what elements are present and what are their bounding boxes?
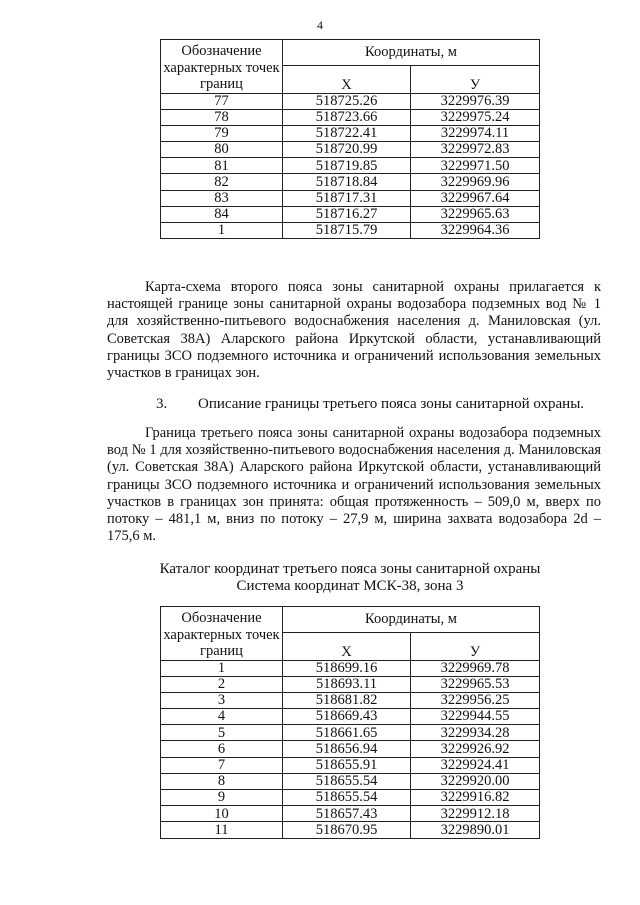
table-row <box>161 790 540 806</box>
y-coordinate-cell: 3229890.01 <box>411 822 540 838</box>
x-coordinate-cell: 518722.41 <box>283 125 411 141</box>
y-coordinate-cell: 3229975.24 <box>411 109 540 125</box>
catalog-subtitle: Система координат МСК-38, зона 3 <box>236 578 464 594</box>
point-cell: 8 <box>161 773 283 789</box>
point-cell: 83 <box>161 190 283 206</box>
x-coordinate-cell: 518720.99 <box>283 142 411 158</box>
x-header: X <box>283 65 411 93</box>
coordinates-table-1 <box>160 39 540 239</box>
y-coordinate-cell: 3229967.64 <box>411 190 540 206</box>
point-header: Обозначение характерных точек границ <box>161 607 283 661</box>
y-coordinate-cell: 3229912.18 <box>411 806 540 822</box>
x-coordinate-cell: 518681.82 <box>283 692 411 708</box>
y-coordinate-cell: 3229972.83 <box>411 142 540 158</box>
x-coordinate-cell: 518717.31 <box>283 190 411 206</box>
y-coordinate-cell: 3229974.11 <box>411 125 540 141</box>
coordinates-header: Координаты, м <box>283 607 540 633</box>
point-cell: 9 <box>161 790 283 806</box>
y-coordinate-cell: 3229920.00 <box>411 773 540 789</box>
paragraph-third-zone: Граница третьего пояса зоны санитарной охраны водозабора подземных вод № 1 для хозяйственно-питьевого водоснабжения населения д. Маниловская (ул. Советская 38А) Аларского района Иркутской области, устанавливающий границы ЗСО подземного источника и ограничений использования земельных участков в границах зон принята: общая протяженность – 509,0 м, вверх по потоку – 481,1 м, вниз по потоку – 27,9 м, ширина захвата водозабора 2d – 175,6 м. <box>107 425 601 545</box>
y-coordinate-cell: 3229926.92 <box>411 741 540 757</box>
table-row <box>161 806 540 822</box>
y-coordinate-cell: 3229944.55 <box>411 709 540 725</box>
table-row <box>161 109 540 125</box>
y-header: У <box>411 65 540 93</box>
point-cell: 80 <box>161 142 283 158</box>
x-coordinate-cell: 518693.11 <box>283 676 411 692</box>
point-cell: 11 <box>161 822 283 838</box>
x-header: X <box>283 632 411 660</box>
catalog-title: Каталог координат третьего пояса зоны санитарной охраны <box>159 561 541 577</box>
point-cell: 82 <box>161 174 283 190</box>
paragraph-map-scheme: Карта-схема второго пояса зоны санитарной охраны прилагается к настоящей границе зоны санитарной охраны водозабора подземных вод № 1 для хозяйственно-питьевого водоснабжения населения д. Маниловская (ул. Советская 38А) Аларского района Иркутской области, устанавливающий границы ЗСО подземного источника и ограничений использования земельных участков в границах зон. <box>107 279 601 382</box>
point-cell: 79 <box>161 125 283 141</box>
page-number: 4 <box>317 18 323 32</box>
table-row <box>161 206 540 222</box>
point-cell: 1 <box>161 660 283 676</box>
x-coordinate-cell: 518718.84 <box>283 174 411 190</box>
point-cell: 6 <box>161 741 283 757</box>
x-coordinate-cell: 518655.54 <box>283 773 411 789</box>
point-cell: 5 <box>161 725 283 741</box>
table-row <box>161 757 540 773</box>
x-coordinate-cell: 518657.43 <box>283 806 411 822</box>
table-row <box>161 741 540 757</box>
y-coordinate-cell: 3229969.96 <box>411 174 540 190</box>
coordinates-header: Координаты, м <box>283 40 540 66</box>
point-cell: 77 <box>161 93 283 109</box>
point-header: Обозначение характерных точек границ <box>161 40 283 94</box>
y-coordinate-cell: 3229965.63 <box>411 206 540 222</box>
table-row <box>161 142 540 158</box>
point-cell: 84 <box>161 206 283 222</box>
y-coordinate-cell: 3229916.82 <box>411 790 540 806</box>
x-coordinate-cell: 518656.94 <box>283 741 411 757</box>
table-row <box>161 709 540 725</box>
point-cell: 2 <box>161 676 283 692</box>
x-coordinate-cell: 518699.16 <box>283 660 411 676</box>
x-coordinate-cell: 518725.26 <box>283 93 411 109</box>
table-row <box>161 158 540 174</box>
table-row <box>161 174 540 190</box>
point-cell: 1 <box>161 223 283 239</box>
table-row <box>161 190 540 206</box>
coordinates-table-2 <box>160 606 540 839</box>
table-row <box>161 223 540 239</box>
table-1-body <box>161 93 540 239</box>
x-coordinate-cell: 518723.66 <box>283 109 411 125</box>
y-coordinate-cell: 3229934.28 <box>411 725 540 741</box>
point-cell: 7 <box>161 757 283 773</box>
table-row <box>161 773 540 789</box>
y-header: У <box>411 632 540 660</box>
section-number: 3. <box>156 396 168 412</box>
y-coordinate-cell: 3229956.25 <box>411 692 540 708</box>
y-coordinate-cell: 3229969.78 <box>411 660 540 676</box>
x-coordinate-cell: 518670.95 <box>283 822 411 838</box>
x-coordinate-cell: 518655.91 <box>283 757 411 773</box>
table-2-body <box>161 660 540 838</box>
table-row <box>161 725 540 741</box>
x-coordinate-cell: 518719.85 <box>283 158 411 174</box>
y-coordinate-cell: 3229964.36 <box>411 223 540 239</box>
table-row <box>161 692 540 708</box>
point-cell: 81 <box>161 158 283 174</box>
y-coordinate-cell: 3229971.50 <box>411 158 540 174</box>
y-coordinate-cell: 3229965.53 <box>411 676 540 692</box>
x-coordinate-cell: 518655.54 <box>283 790 411 806</box>
table-row <box>161 125 540 141</box>
table-row <box>161 822 540 838</box>
point-cell: 3 <box>161 692 283 708</box>
point-cell: 4 <box>161 709 283 725</box>
table-row <box>161 660 540 676</box>
x-coordinate-cell: 518716.27 <box>283 206 411 222</box>
x-coordinate-cell: 518669.43 <box>283 709 411 725</box>
section-title: Описание границы третьего пояса зоны санитарной охраны. <box>198 396 585 412</box>
y-coordinate-cell: 3229976.39 <box>411 93 540 109</box>
point-cell: 78 <box>161 109 283 125</box>
x-coordinate-cell: 518715.79 <box>283 223 411 239</box>
table-row <box>161 93 540 109</box>
y-coordinate-cell: 3229924.41 <box>411 757 540 773</box>
x-coordinate-cell: 518661.65 <box>283 725 411 741</box>
point-cell: 10 <box>161 806 283 822</box>
table-row <box>161 676 540 692</box>
